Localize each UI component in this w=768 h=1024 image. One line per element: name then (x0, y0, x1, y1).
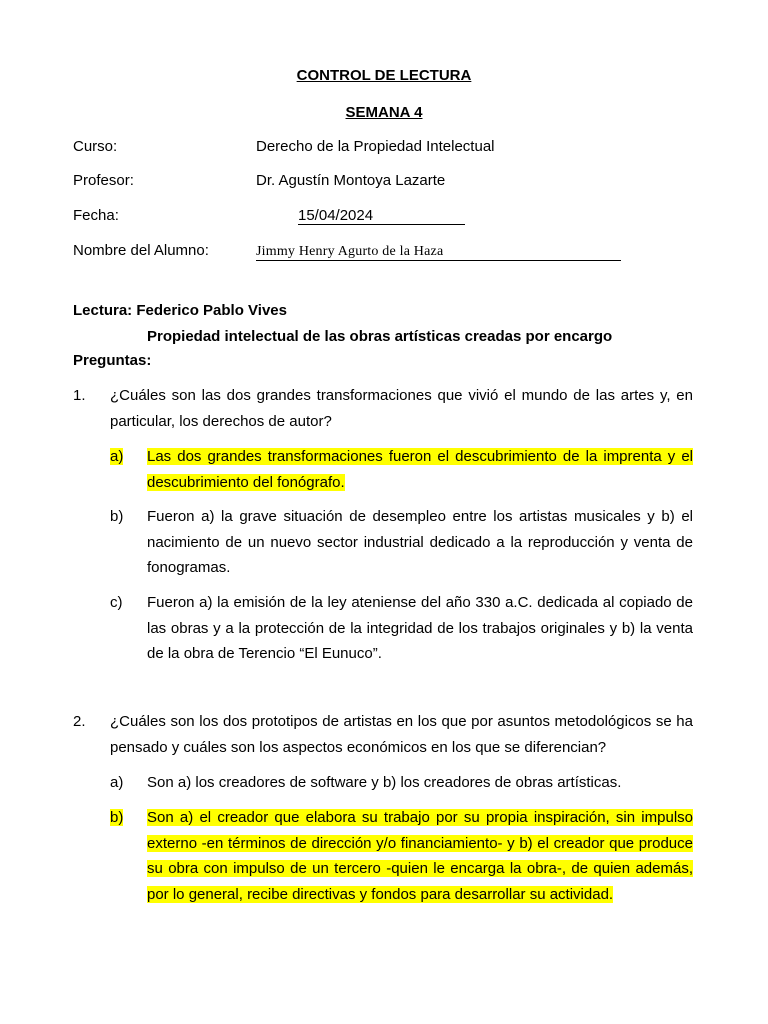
reading-label: Lectura: Federico Pablo Vives (73, 302, 287, 319)
student-label: Nombre del Alumno: (73, 242, 209, 259)
course-label: Curso: (73, 138, 118, 155)
question-text: ¿Cuáles son los dos prototipos de artistas en los que por asuntos metodológicos se ha pensado y cuáles son los aspectos económicos en los que se diferencian? (110, 713, 693, 756)
questions-label: Preguntas: (73, 352, 152, 369)
document-week: SEMANA 4 (345, 104, 423, 121)
date-label: Fecha: (73, 207, 119, 224)
question-text: ¿Cuáles son las dos grandes transformaciones que vivió el mundo de las artes y, en particular, los derechos de autor? (110, 387, 693, 430)
option-text: Son a) los creadores de software y b) los creadores de obras artísticas. (147, 774, 622, 791)
option-text-span: Son a) el creador que elabora su trabajo por su propia inspiración, sin impulso externo -en términos de dirección y/o financiamiento- y b) el creador que produce su obra con impulso de un tercero -quien le encarga la obra-, de quien además, por lo general, recibe directivas y fondos para desarrollar su actividad. (147, 809, 693, 903)
course-value: Derecho de la Propiedad Intelectual (256, 138, 495, 155)
option-text-highlighted (147, 805, 693, 907)
option-letter: c) (110, 594, 123, 611)
date-value: 15/04/2024 (298, 207, 465, 225)
option-letter-highlight: a) (110, 448, 124, 465)
professor-label: Profesor: (73, 172, 134, 189)
option-letter: b) (110, 508, 124, 525)
document-title: CONTROL DE LECTURA (296, 67, 472, 84)
option-letter-highlight: b) (110, 809, 124, 826)
question-number: 2. (73, 713, 86, 730)
professor-value: Dr. Agustín Montoya Lazarte (256, 172, 446, 189)
option-text: Fueron a) la emisión de la ley ateniense del año 330 a.C. dedicada al copiado de las obras y a la protección de la integridad de los trabajos originales y b) la venta de la obra de Terencio “El Eunuco”. (147, 594, 693, 662)
option-text: Fueron a) la grave situación de desempleo entre los artistas musicales y b) el nacimiento de un nuevo sector industrial dedicado a la reproducción y venta de fonogramas. (147, 508, 693, 576)
question-number: 1. (73, 387, 86, 404)
option-letter (110, 448, 123, 465)
option-letter: a) (110, 774, 124, 791)
option-text-span: Las dos grandes transformaciones fueron el descubrimiento de la imprenta y el descubrimiento del fonógrafo. (147, 448, 693, 491)
student-name-value: Jimmy Henry Agurto de la Haza (256, 243, 621, 261)
reading-subtitle: Propiedad intelectual de las obras artísticas creadas por encargo (147, 328, 613, 345)
option-letter (110, 809, 123, 826)
option-text-highlighted (147, 444, 693, 495)
